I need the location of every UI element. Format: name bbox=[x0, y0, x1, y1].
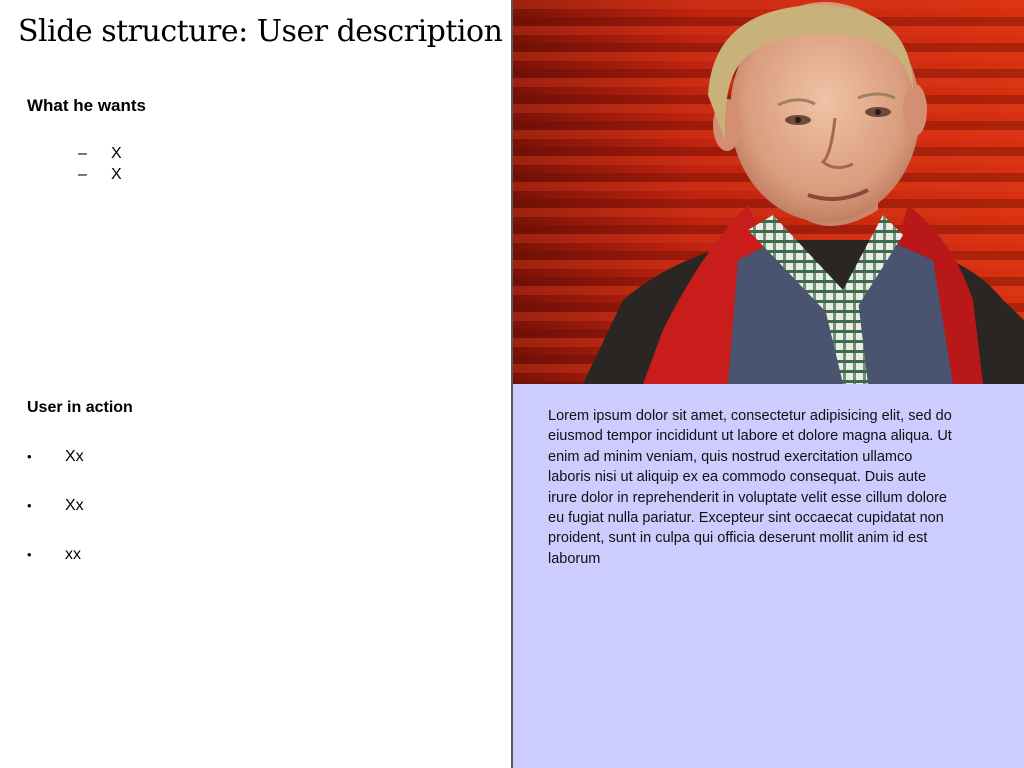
what-he-wants-list bbox=[78, 143, 122, 185]
left-panel bbox=[0, 0, 511, 768]
list-item bbox=[27, 496, 84, 545]
list-item bbox=[27, 545, 84, 594]
user-in-action-heading: User in action bbox=[27, 399, 133, 416]
list-item-text: xx bbox=[65, 546, 81, 563]
bullet-marker: • bbox=[27, 547, 32, 562]
what-he-wants-heading: What he wants bbox=[27, 96, 147, 115]
bullet-marker: • bbox=[27, 498, 32, 513]
user-in-action-list bbox=[27, 447, 84, 594]
slide-title: Slide structure: User description bbox=[18, 14, 503, 49]
user-description-text: Lorem ipsum dolor sit amet, consectetur adipisicing elit, sed do eiusmod tempor incididunt ut labore et dolore magna aliqua. Ut enim ad minim veniam, quis nostrud exercitation ullamco laboris nisi ut aliquip ex ea commodo consequat. Duis aute irure dolor in reprehenderit in voluptate velit esse cillum dolore eu fugiat nulla pariatur. Excepteur sint occaecat cupidatat non proident, sunt in culpa qui officia deserunt mollit anim id est laborum bbox=[548, 408, 952, 567]
list-item-text: X bbox=[111, 166, 122, 183]
list-item-text: Xx bbox=[65, 497, 84, 514]
list-item-text: Xx bbox=[65, 448, 84, 465]
description-panel bbox=[513, 384, 1024, 768]
list-item-text: X bbox=[111, 145, 122, 162]
dash-marker: – bbox=[78, 145, 87, 162]
dash-marker: – bbox=[78, 166, 87, 183]
list-item bbox=[27, 447, 84, 496]
portrait-photo bbox=[513, 0, 1024, 384]
portrait-photo-icon bbox=[513, 0, 1024, 384]
list-item bbox=[78, 164, 122, 185]
bullet-marker: • bbox=[27, 449, 32, 464]
list-item bbox=[78, 143, 122, 164]
